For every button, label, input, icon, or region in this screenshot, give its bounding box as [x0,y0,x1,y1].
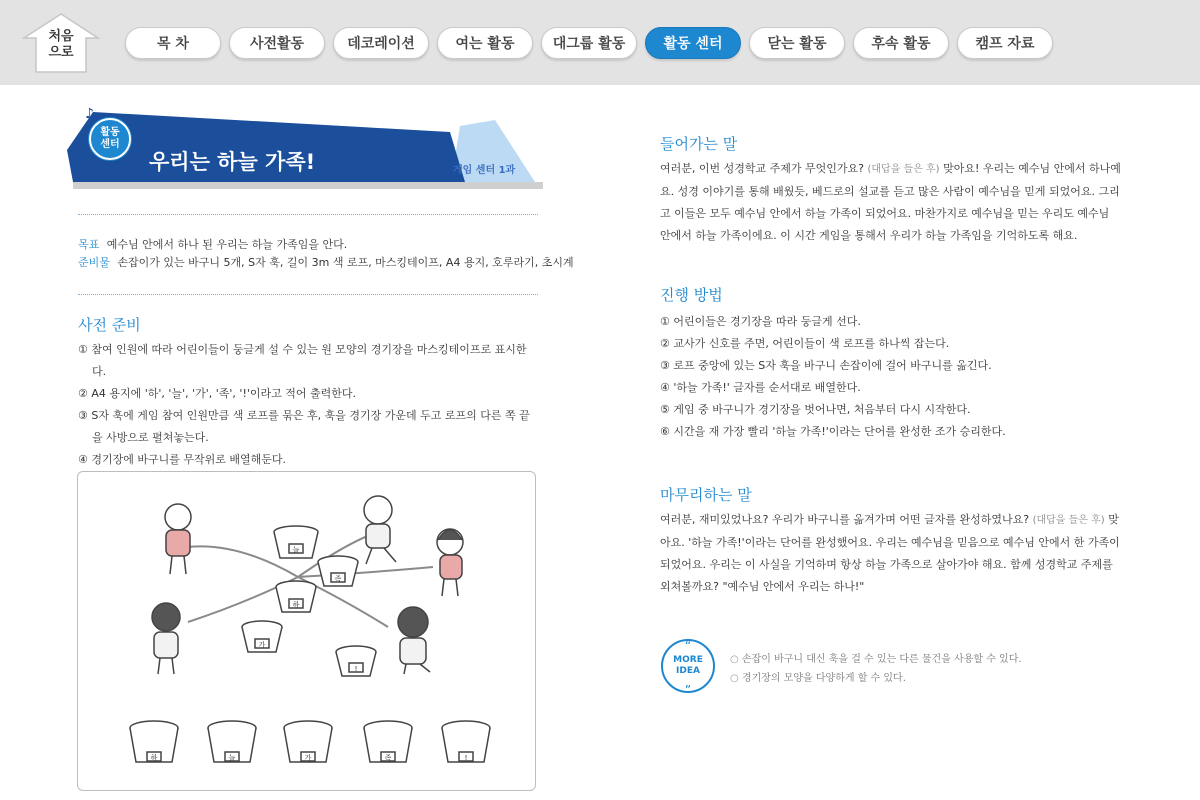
tab-pre-activity[interactable]: 사전활동 [229,27,325,59]
tab-closing-activity[interactable]: 닫는 활동 [749,27,845,59]
basket-bottom-label: 하 [150,754,158,762]
activity-center-badge [89,118,131,160]
page-title: 우리는 하늘 가족! [149,150,316,174]
child-figure-4 [152,603,180,674]
list-item: ③ 로프 중앙에 있는 S자 훅을 바구니 손잡이에 걸어 바구니를 옮긴다. [660,359,992,372]
svg-text:”: ” [684,683,692,694]
home-button[interactable] [22,12,100,74]
tab-camp-materials[interactable]: 캠프 자료 [957,27,1053,59]
list-item: ② 교사가 신호를 주면, 어린이들이 색 로프를 하나씩 잡는다. [660,337,950,350]
more-idea-line2: IDEA [676,666,700,676]
child-figure-5 [398,607,430,674]
method-title: 진행 방법 [660,286,723,304]
list-item: ① 참여 인원에 따라 어린이들이 둥글게 설 수 있는 원 모양의 경기장을 마스킹테이프로 표시한다. [78,343,527,378]
game-illustration-drawing [78,472,536,791]
tab-contents[interactable]: 목 차 [125,27,221,59]
goal-text: 예수님 안에서 하나 된 우리는 하늘 가족임을 안다. [106,238,348,251]
home-label-line1: 처음 [48,29,74,44]
list-item: ③ S자 훅에 게임 참여 인원만큼 색 로프를 묶은 후, 훅을 경기장 가운데 두고 로프의 다른 쪽 끝을 사방으로 펼쳐놓는다. [78,409,530,444]
tab-large-group-activity[interactable]: 대그룹 활동 [541,27,637,59]
basket-bottom-label: ! [464,754,468,762]
closing-paragraph [660,509,1122,598]
basket-bottom-label: 가 [304,754,312,762]
list-item: ⑥ 시간을 재 가장 빨리 '하늘 가족!'이라는 단어를 완성한 조가 승리한다. [660,425,1006,438]
tab-decoration[interactable]: 데코레이션 [333,27,429,59]
top-navigation-bar [0,0,1200,85]
materials-row [78,254,574,272]
basket-center-label: 늘 [292,546,300,554]
list-item: ⑤ 게임 중 바구니가 경기장을 벗어나면, 처음부터 다시 시작한다. [660,403,971,416]
intro-text-a: 여러분, 이번 성경학교 주제가 무엇인가요? [660,162,864,175]
svg-text:“: “ [684,639,692,653]
game-illustration [77,471,536,791]
more-idea-line1: MORE [673,655,703,665]
home-label-line2: 으로 [48,45,74,60]
list-item: ○ 경기장의 모양을 다양하게 할 수 있다. [730,669,1022,688]
more-idea-badge [660,638,716,694]
preparation-title: 사전 준비 [78,316,141,334]
badge-line1: 활동 [100,127,120,138]
closing-text-b: 맞아요. '하늘 가족!'이라는 단어를 완성했어요. 우리는 예수님을 믿음으로 예수님 안에서 한 가족이 되었어요. 우리는 이 사실을 기억하며 항상 하늘 가족으로 살아가야 해요. 함께 성경학교 주제를 외쳐볼까요? "예수님 안에서 우리는 하나!" [660,513,1120,593]
badge-line2: 센터 [100,139,120,150]
basket-center-label: 가 [258,641,266,649]
home-label [22,29,100,61]
intro-note: (대답을 들은 후) [867,164,940,175]
closing-text-a: 여러분, 재미있었나요? 우리가 바구니를 옮겨가며 어떤 글자를 완성하였나요? [660,513,1030,526]
tab-opening-activity[interactable]: 여는 활동 [437,27,533,59]
goal-and-materials [78,236,574,272]
closing-title: 마무리하는 말 [660,486,752,504]
list-item: ○ 손잡이 바구니 대신 훅을 걸 수 있는 다른 물건을 사용할 수 있다. [730,650,1022,669]
list-item: ① 어린이들은 경기장을 따라 둥글게 선다. [660,315,861,328]
goal-label: 목표 [78,238,100,251]
intro-text-b: 맞아요! 우리는 예수님 안에서 하나예요. 성경 이야기를 통해 배웠듯, 베드로의 설교를 듣고 많은 사람이 예수님을 믿게 되었어요. 그리고 이들은 모두 예수님 안에서 하늘 가족이 되었어요. 마찬가지로 예수님을 믿는 우리도 예수님 안에서 하늘 가족이에요. 이 시간 게임을 통해서 우리가 하늘 가족임을 기억하도록 해요. [660,162,1121,242]
more-idea-label [660,655,716,677]
method-steps [660,311,1122,443]
lesson-subtitle: 게임 센터 1과 [453,165,516,176]
materials-label: 준비물 [78,256,110,269]
intro-title: 들어가는 말 [660,135,738,153]
basket-center-label: 족 [334,575,342,583]
basket-bottom-label: 늘 [228,754,236,762]
basket-bottom-label: 족 [384,754,392,762]
child-figure-1 [165,504,191,574]
closing-note: (대답을 들은 후) [1032,515,1105,526]
tab-activity-center[interactable]: 활동 센터 [645,27,741,59]
music-note-icon: ♪ [85,106,94,122]
divider [78,214,538,215]
list-item: ② A4 용지에 '하', '늘', '가', '족', '!'이라고 적어 출력한다. [78,387,357,400]
list-item: ④ '하늘 가족!' 글자를 순서대로 배열한다. [660,381,861,394]
divider [78,294,538,295]
section-tabs [125,27,1053,59]
basket-center-label: 하 [292,601,300,609]
basket-center-label: ! [354,665,358,673]
tab-follow-up-activity[interactable]: 후속 활동 [853,27,949,59]
goal-row [78,236,574,254]
more-idea-list [730,650,1022,688]
activity-banner [65,106,545,192]
child-figure-2 [364,496,396,564]
child-figure-3 [437,529,463,596]
list-item: ④ 경기장에 바구니를 무작위로 배열해둔다. [78,453,286,466]
materials-text: 손잡이가 있는 바구니 5개, S자 훅, 길이 3m 색 로프, 마스킹테이프, A4 용지, 호루라기, 초시계 [117,256,574,269]
preparation-steps [78,339,538,471]
intro-paragraph [660,158,1122,247]
